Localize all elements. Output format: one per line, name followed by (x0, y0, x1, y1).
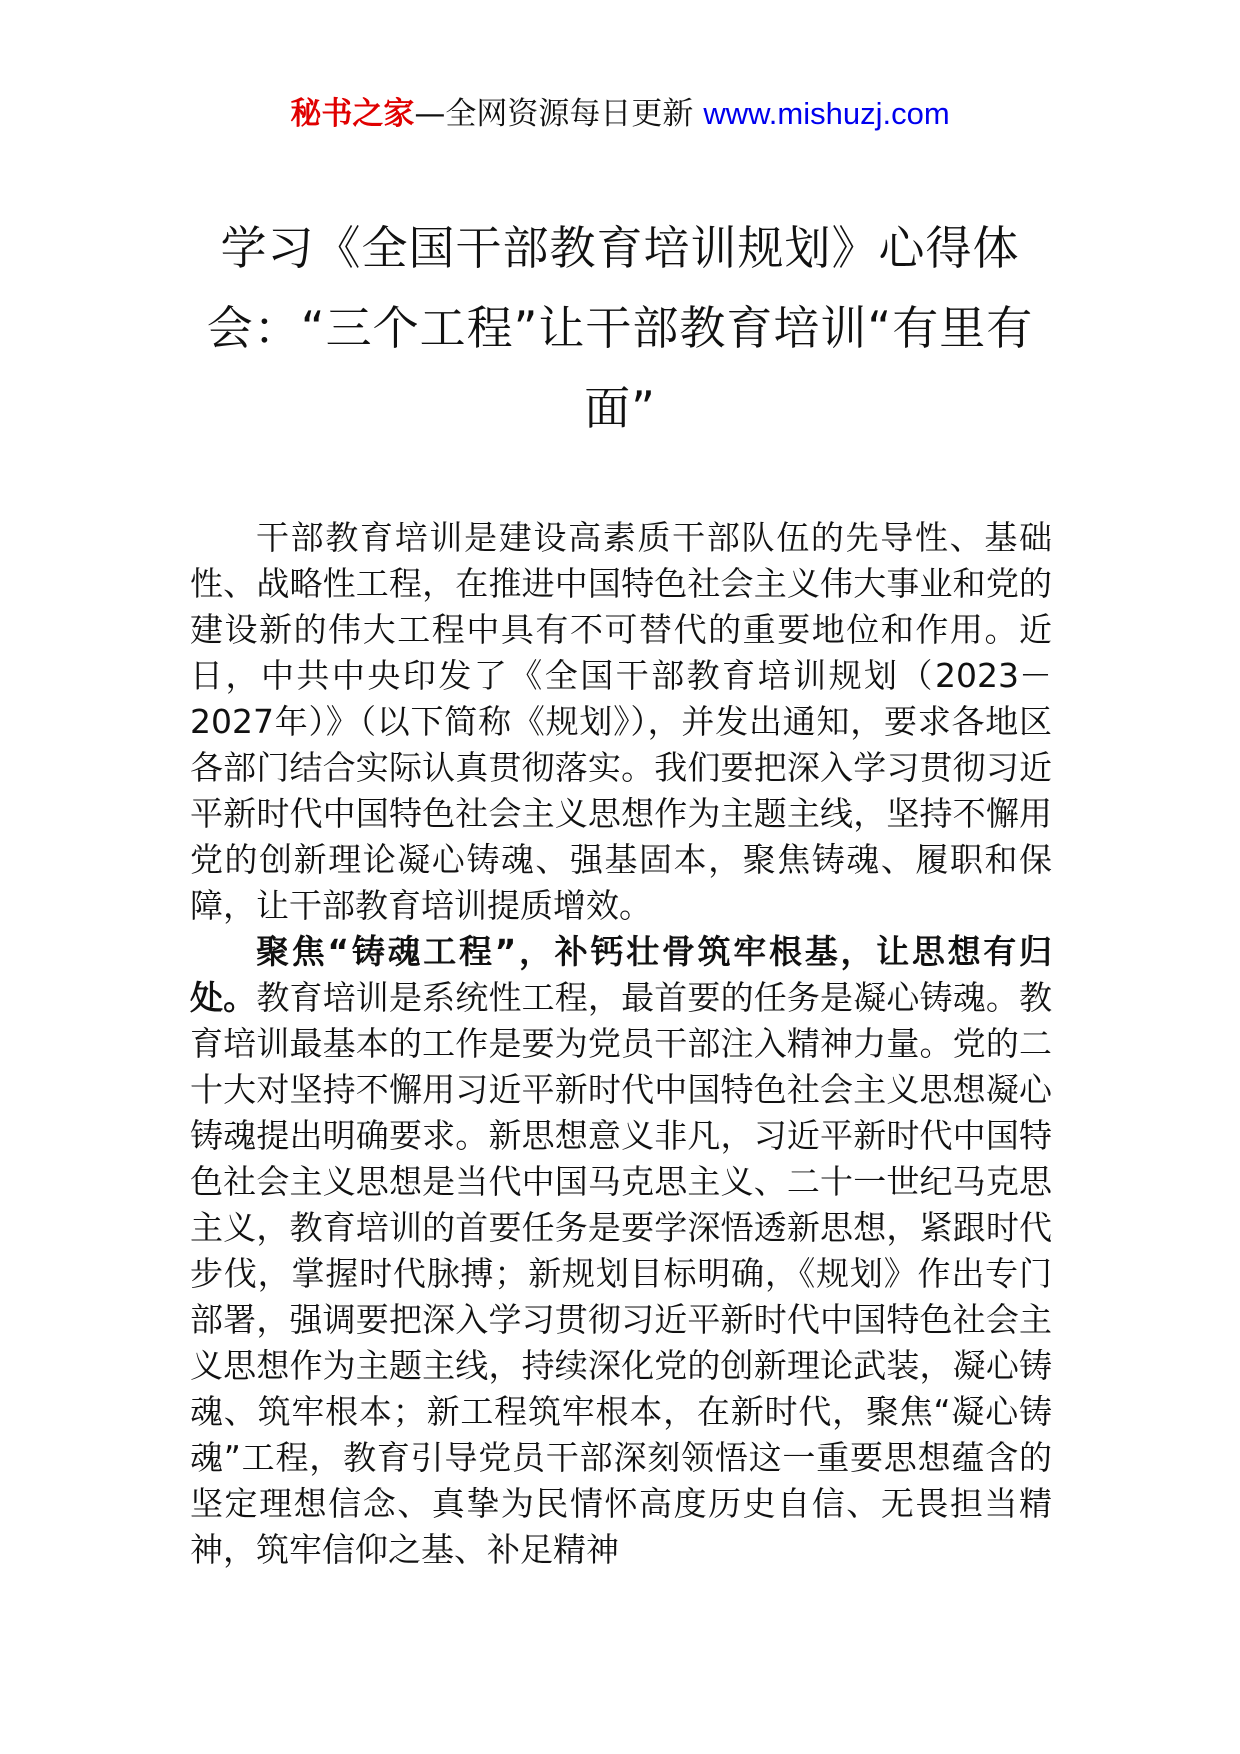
site-brand: 秘书之家 (290, 96, 415, 132)
site-url-link[interactable]: www.mishuzj.com (703, 96, 950, 131)
site-header (0, 94, 1240, 134)
section-heading: 聚焦“铸魂工程”，补钙壮骨筑牢根基，让思想有归处。 (190, 932, 1052, 1017)
paragraph-text: 教育培训是系统性工程，最首要的任务是凝心铸魂。教育培训最基本的工作是要为党员干部注入精神力量。党的二十大对坚持不懈用习近平新时代中国特色社会主义思想凝心铸魂提出明确要求。新思想意义非凡，习近平新时代中国特色社会主义思想是当代中国马克思主义、二十一世纪马克思主义，教育培训的首要任务是要学深悟透新思想，紧跟时代步伐，掌握时代脉搏；新规划目标明确，《规划》作出专门部署，强调要把深入学习贯彻习近平新时代中国特色社会主义思想作为主题主线，持续深化党的创新理论武装，凝心铸魂、筑牢根本；新工程筑牢根本，在新时代，聚焦“凝心铸魂”工程，教育引导党员干部深刻领悟这一重要思想蕴含的坚定理想信念、真挚为民情怀高度历史自信、无畏担当精神，筑牢信仰之基、补足精神 (190, 978, 1053, 1569)
document-body (190, 515, 1052, 1573)
site-tagline: —全网资源每日更新 (414, 96, 694, 132)
paragraph-section-one (190, 929, 1052, 1573)
document-title: 学习《全国干部教育培训规划》心得体会：“三个工程”让干部教育培训“有里有面” (206, 221, 1034, 435)
paragraph-intro (190, 515, 1052, 929)
paragraph-text: 干部教育培训是建设高素质干部队伍的先导性、基础性、战略性工程，在推进中国特色社会主义伟大事业和党的建设新的伟大工程中具有不可替代的重要地位和作用。近日，中共中央印发了《全国干部教育培训规划（2023－2027年）》（以下简称《规划》），并发出通知，要求各地区各部门结合实际认真贯彻落实。我们要把深入学习贯彻习近平新时代中国特色社会主义思想作为主题主线，坚持不懈用党的创新理论凝心铸魂、强基固本，聚焦铸魂、履职和保障，让干部教育培训提质增效。 (190, 518, 1052, 925)
